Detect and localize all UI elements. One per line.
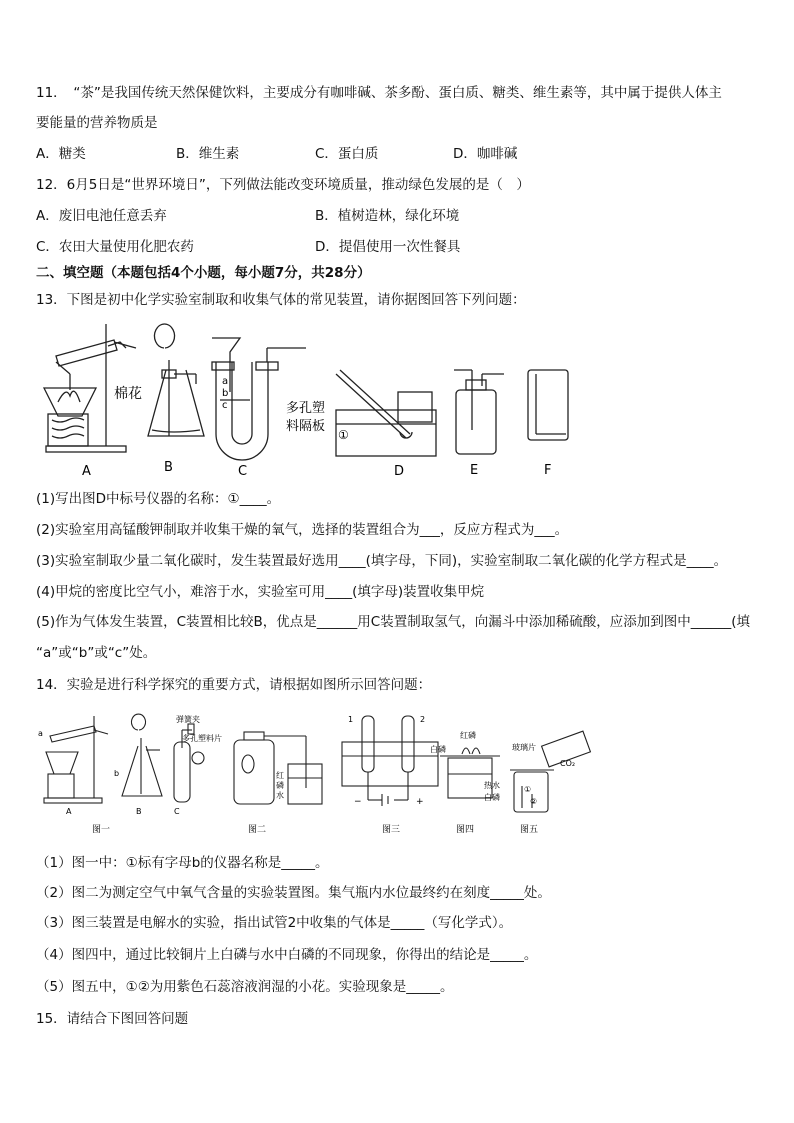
q14-stem: 14．实验是进行科学探究的重要方式，请根据如图所示回答问题： (36, 677, 432, 693)
q11-option-c: C．蛋白质 (315, 146, 379, 162)
q13-label-cotton: 棉花 (114, 386, 142, 402)
q13-stem: 13．下图是初中化学实验室制取和收集气体的常见装置，请你据图回答下列问题： (36, 292, 526, 308)
q14-label-plate: 多孔塑料片 (182, 734, 222, 743)
q13-sub2: (2)实验室用高锰酸钾制取并收集干燥的氧气，选择的装置组合为___，反应方程式为___。 (36, 522, 569, 538)
q13-label-E: E (470, 463, 479, 478)
q13-sub3: (3)实验室制取少量二氧化碳时，发生装置最好选用____(填字母，下同)，实验室制取二氧化碳的化学方程式是____。 (36, 553, 728, 569)
q11-stem-line2: 要能量的营养物质是 (36, 115, 158, 131)
q13-label-circle-1: ① (338, 428, 349, 442)
q14-sub5: （5）图五中，①②为用紫色石蕊溶液润湿的小花。实验现象是_____。 (36, 979, 454, 995)
q14-caption-fig1: 图一 (92, 825, 111, 835)
q14-sub1: （1）图一中：①标有字母b的仪器名称是_____。 (36, 855, 329, 871)
q13-label-plate-2: 料隔板 (286, 419, 326, 434)
q12-option-a: A．废旧电池任意丢弃 (36, 208, 167, 224)
q14-label-b: b (114, 769, 120, 778)
q14-label-white-p2: 白磷 (484, 793, 500, 802)
q14-label-plus: + (416, 797, 424, 807)
q14-label-hot-water: 热水 (484, 781, 500, 790)
q11-option-a: A．糖类 (36, 146, 86, 162)
q12-option-d: D．提倡使用一次性餐具 (315, 239, 461, 255)
q14-label-water: 水 (276, 791, 284, 800)
q14-label-red-p: 红磷 (460, 731, 476, 740)
q13-label-b: b (222, 388, 229, 399)
q13-label-A: A (82, 464, 91, 479)
q13-sub1: (1)写出图D中标号仪器的名称：①____。 (36, 491, 281, 507)
q14-label-c2: ② (530, 797, 538, 806)
q13-label-C: C (238, 464, 248, 479)
q14-label-clamp: 弹簧夹 (176, 715, 200, 724)
q12-stem: 12．6月5日是“世界环境日”，下列做法能改变环境质量，推动绿色发展的是（ ） (36, 177, 530, 193)
q14-label-C: C (174, 807, 180, 816)
q14-sub4: （4）图四中，通过比较铜片上白磷与水中白磷的不同现象，你得出的结论是_____。 (36, 947, 538, 963)
q14-label-red-1: 红 (276, 771, 284, 780)
q13-sub4: (4)甲烷的密度比空气小，难溶于水，实验室可用____(填字母)装置收集甲烷 (36, 584, 485, 600)
q14-caption-fig2: 图二 (248, 825, 267, 835)
q14-label-tube-2: 2 (420, 715, 426, 724)
q13-label-B: B (164, 460, 173, 475)
q13-apparatus-figure (36, 318, 576, 480)
q11-option-b: B．维生素 (176, 146, 240, 162)
q14-caption-fig5: 图五 (520, 825, 539, 835)
q14-label-c1: ① (524, 785, 532, 794)
q14-label-glass: 玻璃片 (512, 743, 536, 752)
q11-stem-line1: 11． “茶”是我国传统天然保健饮料，主要成分有咖啡碱、茶多酚、蛋白质、糖类、维生素等，其中属于提供人体主 (36, 85, 722, 101)
q14-label-co2: CO₂ (560, 759, 576, 768)
q14-label-red-2: 磷 (276, 781, 284, 790)
q14-label-white-p: 白磷 (430, 745, 446, 754)
q14-label-a: a (38, 729, 43, 738)
q11-option-d: D．咖啡碱 (453, 146, 518, 162)
q14-label-A: A (66, 807, 72, 816)
q13-label-a: a (222, 376, 229, 387)
q13-label-plate-1: 多孔塑 (286, 401, 326, 416)
section-heading: 二、填空题（本题包括4个小题，每小题7分，共28分） (36, 265, 371, 281)
q14-sub3: （3）图三装置是电解水的实验，指出试管2中收集的气体是_____（写化学式）。 (36, 915, 513, 931)
q15-stem: 15．请结合下图回答问题 (36, 1011, 189, 1027)
q14-caption-fig4: 图四 (456, 825, 475, 835)
q14-caption-fig3: 图三 (382, 825, 401, 835)
q14-label-minus: − (354, 797, 362, 807)
q13-label-c: c (222, 400, 228, 411)
q13-label-F: F (544, 463, 552, 478)
q13-sub5-line2: “a”或“b”或“c”处。 (36, 645, 157, 661)
q13-label-D: D (394, 464, 405, 479)
q14-sub2: （2）图二为测定空气中氧气含量的实验装置图。集气瓶内水位最终约在刻度_____处。 (36, 885, 551, 901)
q12-option-b: B．植树造林，绿化环境 (315, 208, 460, 224)
q12-option-c: C．农田大量使用化肥农药 (36, 239, 194, 255)
q14-apparatus-figure (36, 708, 596, 838)
q14-label-B: B (136, 807, 142, 816)
q13-sub5-line1: (5)作为气体发生装置，C装置相比较B，优点是______用C装置制取氢气，向漏斗中添加稀硫酸，应添加到图中______(填 (36, 614, 751, 630)
q14-label-tube-1: 1 (348, 715, 354, 724)
